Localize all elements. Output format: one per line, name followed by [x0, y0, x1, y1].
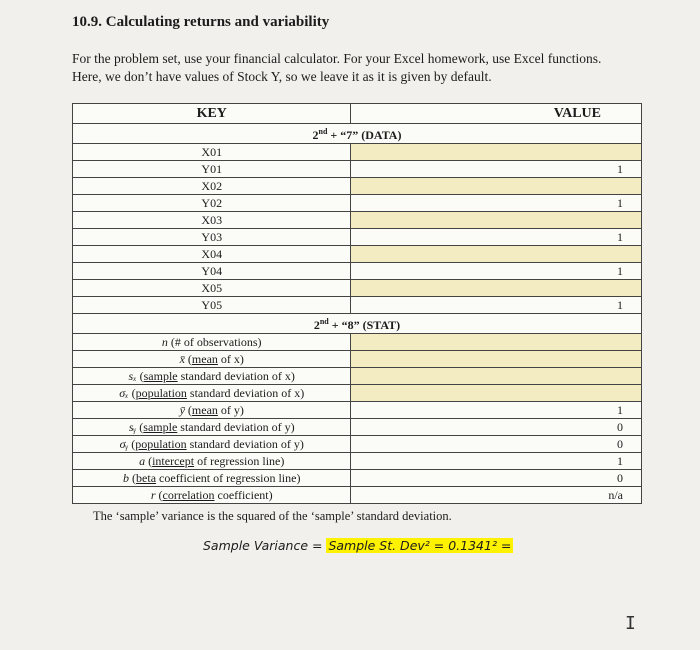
row-value-cell[interactable]: 1 [351, 263, 642, 280]
stat-value-cell[interactable]: 0 [351, 470, 642, 487]
table-row [73, 419, 642, 436]
table-row [73, 280, 642, 297]
stat-key: ȳ (mean of y) [73, 402, 351, 419]
stat-symbol: x̄ [179, 351, 185, 366]
table-row [73, 385, 642, 402]
intro-line-2: Here, we don’t have values of Stock Y, so we leave it as it is given by default. [72, 69, 492, 84]
table-row [73, 368, 642, 385]
row-value-cell[interactable]: 1 [351, 161, 642, 178]
stat-value-cell[interactable]: 0 [351, 436, 642, 453]
table-row [73, 144, 642, 161]
row-key: Y04 [73, 263, 351, 280]
stat-link[interactable]: sample [143, 419, 178, 434]
stat-text: of regression line) [194, 453, 285, 468]
row-key: X02 [73, 178, 351, 195]
stat-link[interactable]: population [135, 385, 187, 400]
stat-value-cell[interactable]: 1 [351, 453, 642, 470]
table-row [73, 212, 642, 229]
row-value-cell[interactable] [351, 280, 642, 297]
variance-note: The ‘sample’ variance is the squared of the ‘sample’ standard deviation. [93, 509, 452, 523]
variance-formula [203, 538, 513, 553]
stat-key: sₓ (sample standard deviation of x) [73, 368, 351, 385]
stat-value-cell[interactable]: 1 [351, 402, 642, 419]
row-key: Y05 [73, 297, 351, 314]
table-body [73, 124, 642, 504]
intro-line-1: For the problem set, use your financial calculator. For your Excel homework, use Excel functions. [72, 51, 602, 66]
stat-value-cell[interactable] [351, 368, 642, 385]
row-value-cell[interactable]: 1 [351, 297, 642, 314]
stat-key: sᵧ (sample standard deviation of y) [73, 419, 351, 436]
stat-link[interactable]: sample [143, 368, 178, 383]
stat-key: r (correlation coefficient) [73, 487, 351, 504]
stat-text: (# of observations) [167, 334, 262, 349]
stat-key: a (intercept of regression line) [73, 453, 351, 470]
stat-symbol: n [161, 334, 168, 349]
row-key: X05 [73, 280, 351, 297]
stat-text: standard deviation of y) [177, 419, 295, 434]
intro-paragraph [72, 50, 672, 86]
stat-key: σᵧ (population standard deviation of y) [73, 436, 351, 453]
stat-symbol: r [150, 487, 156, 502]
row-key: X01 [73, 144, 351, 161]
row-key: X03 [73, 212, 351, 229]
table-row [73, 351, 642, 368]
section-sup: nd [318, 127, 328, 136]
row-value-cell[interactable]: 1 [351, 195, 642, 212]
formula-lhs: Sample Variance = [203, 538, 327, 553]
stat-link[interactable]: correlation [162, 487, 215, 502]
stat-link[interactable]: mean [191, 351, 218, 366]
stat-text: standard deviation of x) [177, 368, 295, 383]
stat-text: of y) [217, 402, 244, 417]
formula-highlight: Sample St. Dev² = 0.1341² = [328, 538, 512, 553]
stat-text: coefficient of regression line) [156, 470, 301, 485]
stat-symbol: b [123, 470, 130, 485]
table-row [73, 229, 642, 246]
key-value-table [72, 103, 642, 504]
stat-value-cell[interactable]: 0 [351, 419, 642, 436]
table-header-row [73, 104, 642, 124]
stat-link[interactable]: population [135, 436, 187, 451]
table-row [73, 195, 642, 212]
stat-text: standard deviation of x) [186, 385, 305, 400]
text-cursor-icon: I [625, 613, 636, 634]
table-row [73, 436, 642, 453]
stat-link[interactable]: mean [191, 402, 218, 417]
table-row [73, 487, 642, 504]
value-column-header: VALUE [351, 104, 642, 124]
row-value-cell[interactable] [351, 144, 642, 161]
table-row [73, 178, 642, 195]
stat-value-cell[interactable]: n/a [351, 487, 642, 504]
stat-symbol: σᵧ [119, 436, 129, 451]
table-row [73, 402, 642, 419]
stat-link[interactable]: beta [136, 470, 157, 485]
table-row [73, 161, 642, 178]
section-rest: + “8” (STAT) [328, 318, 401, 332]
row-key: Y01 [73, 161, 351, 178]
section-rest: + “7” (DATA) [327, 128, 402, 142]
stat-section-row [73, 314, 642, 334]
row-value-cell[interactable]: 1 [351, 229, 642, 246]
data-section-row-label [73, 124, 642, 144]
row-key: Y03 [73, 229, 351, 246]
section-prefix: 2 [312, 128, 319, 142]
table-row [73, 453, 642, 470]
stat-section-row-label [73, 314, 642, 334]
stat-symbol: ȳ [179, 402, 185, 417]
row-value-cell[interactable] [351, 246, 642, 263]
row-key: Y02 [73, 195, 351, 212]
stat-symbol: sₓ [128, 368, 137, 383]
stat-value-cell[interactable] [351, 385, 642, 402]
table-row [73, 246, 642, 263]
stat-symbol: sᵧ [128, 419, 137, 434]
stat-value-cell[interactable] [351, 334, 642, 351]
stat-key: σₓ (population standard deviation of x) [73, 385, 351, 402]
stat-link[interactable]: intercept [152, 453, 195, 468]
key-column-header: KEY [73, 104, 351, 124]
stat-text: coefficient) [214, 487, 273, 502]
stat-text: standard deviation of y) [186, 436, 304, 451]
table-row [73, 334, 642, 351]
stat-key: b (beta coefficient of regression line) [73, 470, 351, 487]
stat-value-cell[interactable] [351, 351, 642, 368]
stat-key: x̄ (mean of x) [73, 351, 351, 368]
stat-symbol: σₓ [119, 385, 129, 400]
data-section-row [73, 124, 642, 144]
stat-symbol: a [139, 453, 146, 468]
row-key: X04 [73, 246, 351, 263]
section-sup: nd [319, 317, 329, 326]
stat-text: of x) [217, 351, 244, 366]
row-value-cell[interactable] [351, 212, 642, 229]
section-prefix: 2 [313, 318, 320, 332]
table-row [73, 263, 642, 280]
table-row [73, 297, 642, 314]
stat-key [73, 334, 351, 351]
row-value-cell[interactable] [351, 178, 642, 195]
section-heading: 10.9. Calculating returns and variability [72, 14, 330, 30]
table-row [73, 470, 642, 487]
